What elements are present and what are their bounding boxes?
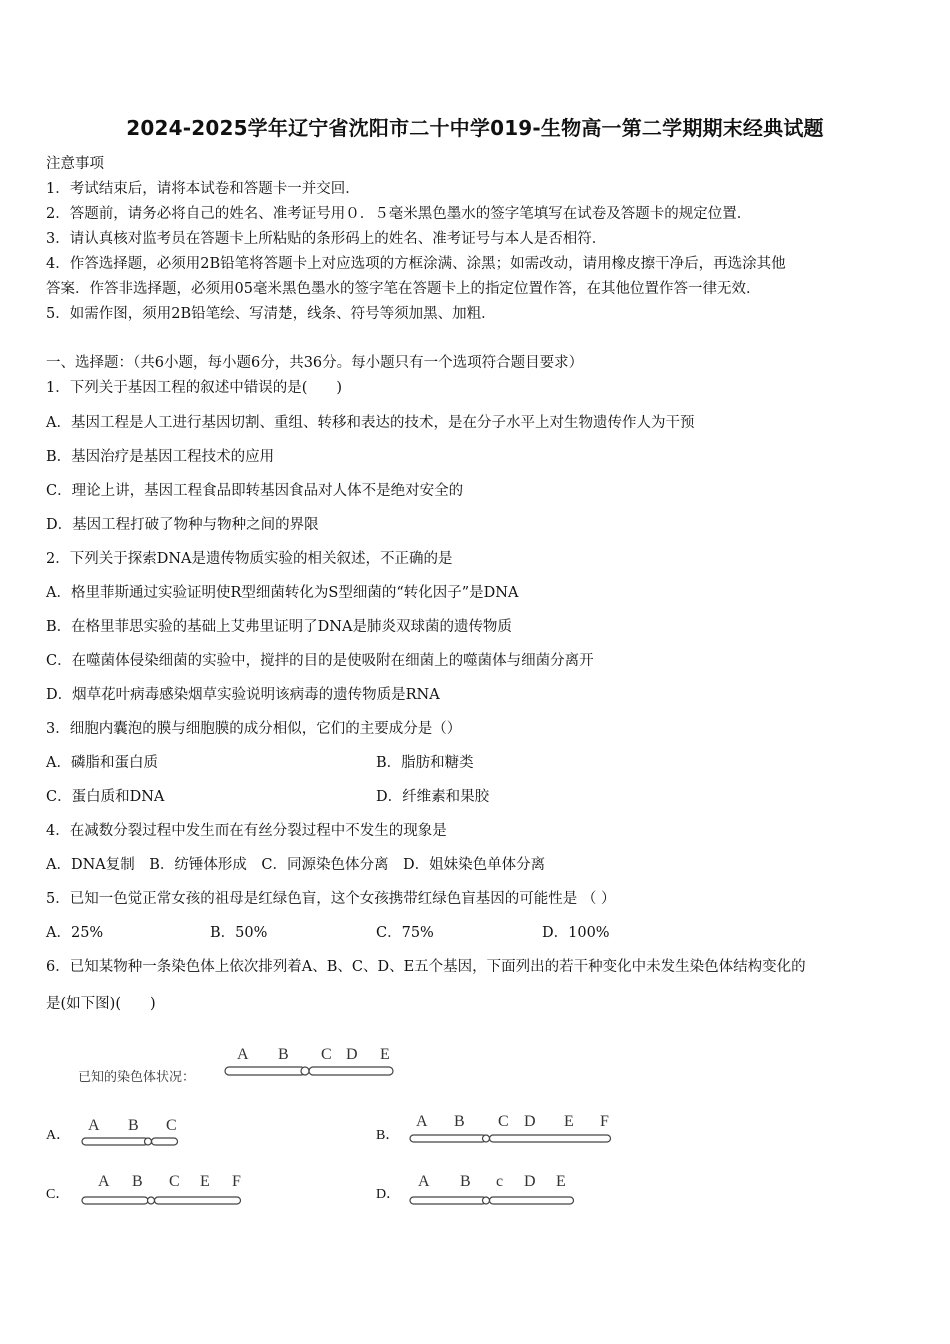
gene-label: B [278,1046,289,1063]
question-5-option-c: C．75% [376,925,434,941]
question-1-option-d: D．基因工程打破了物种与物种之间的界限 [46,517,319,533]
gene-label: E [380,1046,390,1063]
question-3-option-d: D．纤维素和果胶 [376,789,490,805]
question-6-stem-continued: 是(如下图)( ) [46,996,156,1012]
question-6-stem: 6．已知某物种一条染色体上依次排列着A、B、C、D、E五个基因，下面列出的若干种变化中未发生染色体结构变化的 [46,959,806,975]
centromere [145,1138,152,1145]
gene-label: C [166,1117,177,1134]
chromosome-arm [309,1067,393,1075]
gene-label: A [416,1113,428,1130]
gene-label: E [200,1173,210,1190]
gene-label: A [98,1173,110,1190]
gene-label: C [169,1173,180,1190]
notice-item: 1．考试结束后，请将本试卷和答题卡一并交回． [46,181,360,197]
gene-label: C [321,1046,332,1063]
gene-label: B [460,1173,471,1190]
gene-label: A [237,1046,249,1063]
question-2-option-a: A．格里菲斯通过实验证明使R型细菌转化为S型细菌的“转化因子”是DNA [46,585,519,601]
question-5-option-a: A．25% [46,925,104,941]
question-6-option-b-label: B． [376,1128,400,1143]
question-5-option-d: D．100% [542,925,610,941]
question-1-stem: 1．下列关于基因工程的叙述中错误的是( ) [46,380,343,396]
gene-label: D [346,1046,358,1063]
notice-item: 2．答题前，请务必将自己的姓名、准考证号用０．５毫米黑色墨水的签字笔填写在试卷及答题卡的规定位置． [46,206,752,222]
question-1-option-b: B．基因治疗是基因工程技术的应用 [46,449,275,465]
chromosome-arm [490,1197,574,1204]
notice-heading: 注意事项 [46,156,104,172]
gene-label: D [524,1113,536,1130]
option-a-chromosome [78,1112,198,1152]
question-3-stem: 3．细胞内囊泡的膜与细胞膜的成分相似，它们的主要成分是（） [46,721,462,737]
chromosome-arm [82,1197,148,1204]
question-6-option-a-label: A． [46,1128,71,1143]
chromosome-arm [490,1135,611,1142]
notice-item: 3．请认真核对监考员在答题卡上所粘贴的条形码上的姓名、准考证号与本人是否相符． [46,231,607,247]
gene-label: F [600,1113,609,1130]
gene-label: E [564,1113,574,1130]
centromere [483,1135,490,1142]
option-c-chromosome [78,1168,258,1208]
question-3-option-c: C．蛋白质和DNA [46,789,165,805]
question-2-option-b: B．在格里菲思实验的基础上艾弗里证明了DNA是肺炎双球菌的遗传物质 [46,619,512,635]
question-5-stem: 5．已知一色觉正常女孩的祖母是红绿色盲，这个女孩携带红绿色盲基因的可能性是 （ ） [46,891,616,907]
known-chromosome-label: 已知的染色体状况： [78,1070,196,1085]
option-b-chromosome [406,1108,626,1148]
chromosome-arm [225,1067,305,1075]
gene-label: E [556,1173,566,1190]
notice-item: 答案．作答非选择题，必须用05毫米黑色墨水的签字笔在答题卡上的指定位置作答，在其他位置作答一律无效． [46,281,761,297]
question-2-option-c: C．在噬菌体侵染细菌的实验中，搅拌的目的是使吸附在细菌上的噬菌体与细菌分离开 [46,653,594,669]
centromere [148,1197,155,1204]
question-6-option-c-label: C． [46,1187,70,1202]
question-5-option-b: B．50% [210,925,268,941]
gene-label: c [496,1173,504,1190]
question-6-option-d-label: D． [376,1187,401,1202]
question-2-option-d: D．烟草花叶病毒感染烟草实验说明该病毒的遗传物质是RNA [46,687,440,703]
gene-label: B [128,1117,139,1134]
option-d-chromosome [406,1168,596,1208]
chromosome-arm [410,1197,486,1204]
question-3-option-a: A．磷脂和蛋白质 [46,755,158,771]
gene-label: C [498,1113,509,1130]
known-chromosome-diagram [220,1040,410,1085]
page-title: 2024-2025学年辽宁省沈阳市二十中学019-生物高一第二学期期末经典试题 [126,116,824,140]
gene-label: A [418,1173,430,1190]
centromere [301,1067,309,1075]
chromosome-arm [410,1135,486,1142]
question-1-option-c: C．理论上讲，基因工程食品即转基因食品对人体不是绝对安全的 [46,483,464,499]
question-4-stem: 4．在减数分裂过程中发生而在有丝分裂过程中不发生的现象是 [46,823,447,839]
question-4-options: A．DNA复制 B．纺锤体形成 C．同源染色体分离 D．姐妹染色单体分离 [46,857,546,873]
section-heading: 一、选择题：（共6小题，每小题6分，共36分。每小题只有一个选项符合题目要求） [46,355,584,371]
chromosome-arm [152,1138,178,1145]
question-3-option-b: B．脂肪和糖类 [376,755,474,771]
gene-label: F [232,1173,241,1190]
notice-item: 4．作答选择题，必须用2B铅笔将答题卡上对应选项的方框涂满、涂黑；如需改动，请用橡皮擦干净后，再选涂其他 [46,256,786,272]
gene-label: B [454,1113,465,1130]
notice-item: 5．如需作图，须用2B铅笔绘、写清楚，线条、符号等须加黑、加粗． [46,306,496,322]
centromere [483,1197,490,1204]
gene-label: D [524,1173,536,1190]
question-1-option-a: A．基因工程是人工进行基因切割、重组、转移和表达的技术，是在分子水平上对生物遗传作人为干预 [46,415,695,431]
chromosome-arm [155,1197,241,1204]
gene-label: A [88,1117,100,1134]
question-2-stem: 2．下列关于探索DNA是遗传物质实验的相关叙述，不正确的是 [46,551,453,567]
chromosome-arm [82,1138,148,1145]
gene-label: B [132,1173,143,1190]
